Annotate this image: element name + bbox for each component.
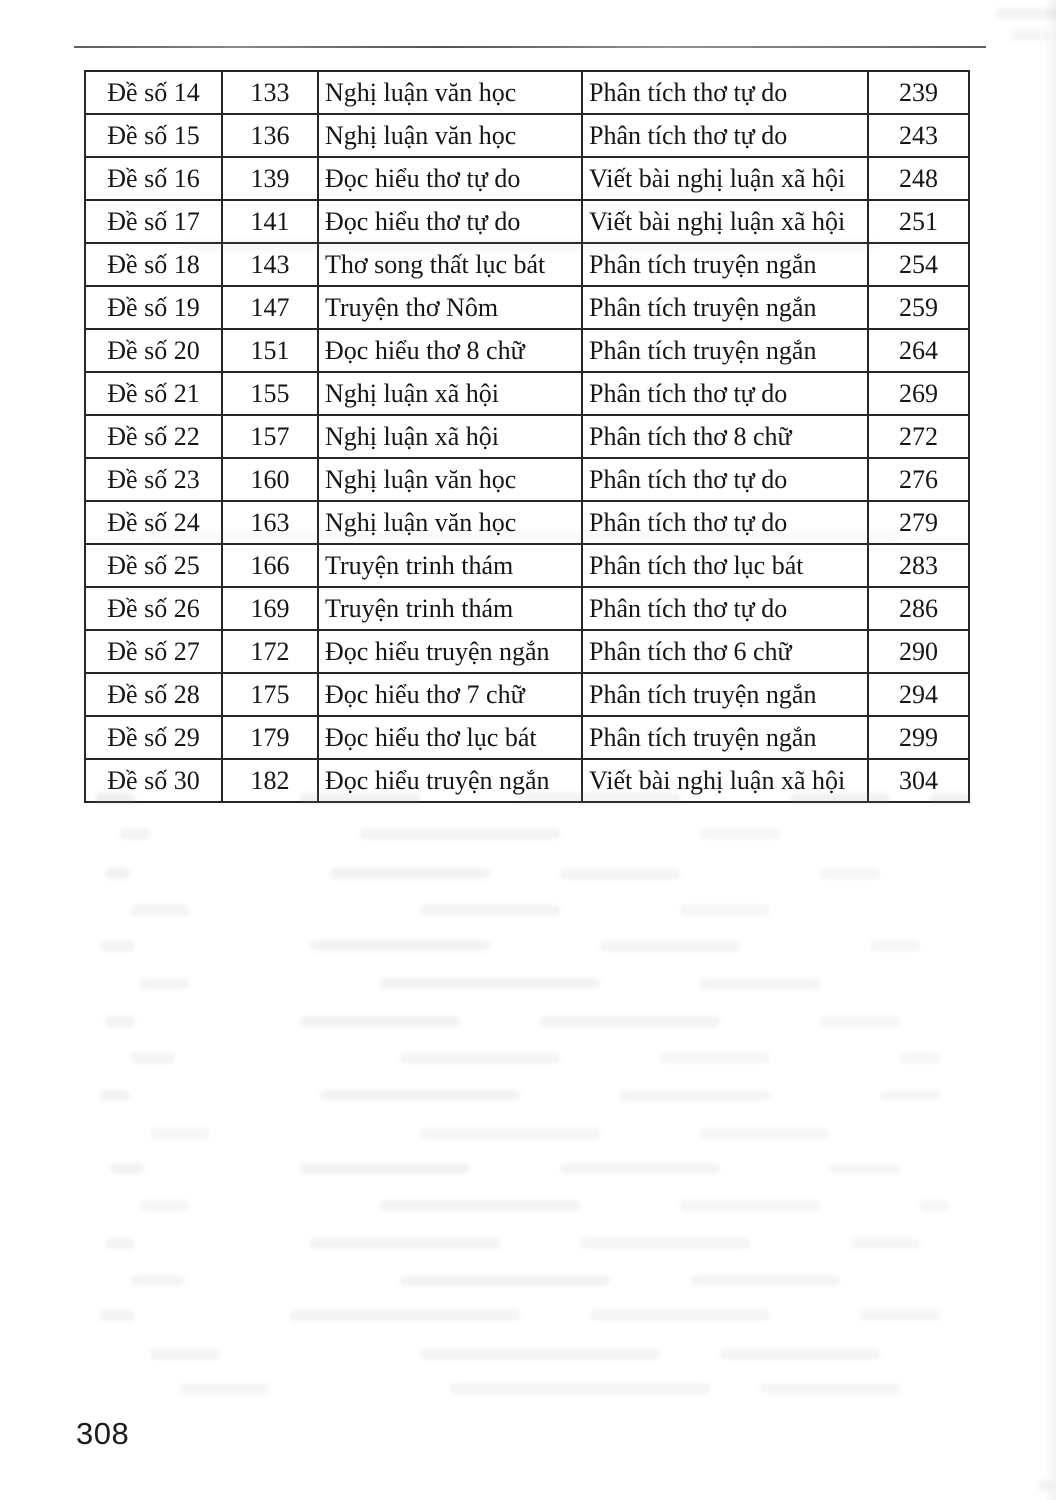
bleed-through-artifact bbox=[560, 1163, 720, 1174]
cell-exam-label: Đề số 23 bbox=[85, 458, 222, 501]
page-number: 308 bbox=[76, 1416, 130, 1451]
bleed-through-artifact bbox=[880, 1090, 940, 1101]
bleed-through-artifact bbox=[400, 1052, 560, 1063]
cell-exam-label: Đề số 17 bbox=[85, 200, 222, 243]
bleed-through-artifact bbox=[320, 1090, 520, 1101]
table-row bbox=[85, 114, 969, 157]
bleed-through-artifact bbox=[820, 1016, 900, 1027]
cell-exam-label: Đề số 27 bbox=[85, 630, 222, 673]
cell-exam-page: 155 bbox=[222, 372, 318, 415]
bleed-through-artifact bbox=[450, 1383, 710, 1394]
bleed-through-artifact bbox=[180, 1383, 270, 1394]
bleed-through-artifact bbox=[700, 978, 820, 989]
bleed-through-artifact bbox=[360, 828, 560, 839]
bleed-through-artifact bbox=[380, 1200, 580, 1211]
cell-exam-page: 157 bbox=[222, 415, 318, 458]
cell-writing-topic: Phân tích truyện ngắn bbox=[582, 329, 868, 372]
cell-writing-topic: Phân tích truyện ngắn bbox=[582, 243, 868, 286]
bleed-through-artifact bbox=[600, 940, 740, 951]
cell-answer-page: 264 bbox=[868, 329, 969, 372]
cell-exam-label: Đề số 25 bbox=[85, 544, 222, 587]
bleed-through-artifact bbox=[860, 1310, 940, 1321]
cell-exam-page: 182 bbox=[222, 759, 318, 802]
cell-exam-label: Đề số 21 bbox=[85, 372, 222, 415]
cell-answer-page: 259 bbox=[868, 286, 969, 329]
table-row bbox=[85, 458, 969, 501]
cell-exam-label: Đề số 16 bbox=[85, 157, 222, 200]
bleed-through-artifact bbox=[920, 1200, 950, 1211]
table-row bbox=[85, 501, 969, 544]
cell-reading-topic: Đọc hiểu truyện ngắn bbox=[318, 630, 582, 673]
bleed-through-artifact bbox=[130, 1052, 175, 1063]
bleed-through-artifact bbox=[310, 1238, 500, 1249]
bleed-through-artifact bbox=[150, 1128, 210, 1139]
table-row bbox=[85, 587, 969, 630]
cell-reading-topic: Nghị luận văn học bbox=[318, 458, 582, 501]
cell-exam-page: 143 bbox=[222, 243, 318, 286]
cell-answer-page: 283 bbox=[868, 544, 969, 587]
cell-exam-page: 179 bbox=[222, 716, 318, 759]
cell-writing-topic: Phân tích thơ 8 chữ bbox=[582, 415, 868, 458]
bleed-through-artifact bbox=[100, 1310, 135, 1321]
cell-reading-topic: Đọc hiểu thơ 7 chữ bbox=[318, 673, 582, 716]
bleed-through-artifact bbox=[580, 1238, 750, 1249]
bleed-through-artifact bbox=[540, 1016, 720, 1027]
cell-writing-topic: Viết bài nghị luận xã hội bbox=[582, 200, 868, 243]
cell-writing-topic: Phân tích thơ tự do bbox=[582, 458, 868, 501]
bleed-through-artifact bbox=[330, 868, 490, 879]
bleed-through-artifact bbox=[380, 978, 600, 989]
bleed-through-artifact bbox=[105, 1238, 135, 1249]
toc-table-body bbox=[85, 71, 969, 802]
cell-reading-topic: Nghị luận văn học bbox=[318, 71, 582, 114]
cell-answer-page: 248 bbox=[868, 157, 969, 200]
cell-reading-topic: Nghị luận văn học bbox=[318, 114, 582, 157]
table-row bbox=[85, 286, 969, 329]
table-row bbox=[85, 544, 969, 587]
cell-exam-label: Đề số 20 bbox=[85, 329, 222, 372]
bleed-through-artifact bbox=[1038, 1480, 1052, 1491]
bleed-through-artifact bbox=[100, 1090, 130, 1101]
cell-answer-page: 286 bbox=[868, 587, 969, 630]
bleed-through-artifact bbox=[140, 978, 190, 989]
bleed-through-artifact bbox=[150, 1348, 220, 1359]
scan-edge-shadow bbox=[1044, 0, 1056, 1500]
cell-reading-topic: Đọc hiểu thơ tự do bbox=[318, 157, 582, 200]
cell-exam-page: 166 bbox=[222, 544, 318, 587]
table-row bbox=[85, 243, 969, 286]
cell-reading-topic: Đọc hiểu thơ tự do bbox=[318, 200, 582, 243]
cell-exam-label: Đề số 15 bbox=[85, 114, 222, 157]
table-row bbox=[85, 157, 969, 200]
cell-answer-page: 243 bbox=[868, 114, 969, 157]
bleed-through-artifact bbox=[140, 1200, 190, 1211]
cell-answer-page: 269 bbox=[868, 372, 969, 415]
table-row bbox=[85, 415, 969, 458]
cell-reading-topic: Đọc hiểu thơ lục bát bbox=[318, 716, 582, 759]
cell-answer-page: 276 bbox=[868, 458, 969, 501]
bleed-through-artifact bbox=[310, 940, 490, 951]
cell-writing-topic: Phân tích thơ tự do bbox=[582, 114, 868, 157]
cell-writing-topic: Phân tích truyện ngắn bbox=[582, 716, 868, 759]
cell-writing-topic: Phân tích truyện ngắn bbox=[582, 286, 868, 329]
bleed-through-artifact bbox=[680, 905, 770, 916]
table-row bbox=[85, 71, 969, 114]
cell-writing-topic: Phân tích thơ tự do bbox=[582, 587, 868, 630]
cell-exam-label: Đề số 19 bbox=[85, 286, 222, 329]
cell-answer-page: 239 bbox=[868, 71, 969, 114]
table-row bbox=[85, 329, 969, 372]
cell-answer-page: 299 bbox=[868, 716, 969, 759]
table-row bbox=[85, 372, 969, 415]
cell-writing-topic: Phân tích truyện ngắn bbox=[582, 673, 868, 716]
bleed-through-artifact bbox=[870, 940, 920, 951]
cell-reading-topic: Truyện thơ Nôm bbox=[318, 286, 582, 329]
bleed-through-artifact bbox=[590, 1310, 770, 1321]
cell-exam-label: Đề số 24 bbox=[85, 501, 222, 544]
cell-answer-page: 272 bbox=[868, 415, 969, 458]
cell-exam-label: Đề số 30 bbox=[85, 759, 222, 802]
table-row bbox=[85, 759, 969, 802]
bleed-through-artifact bbox=[300, 1163, 470, 1174]
cell-writing-topic: Phân tích thơ tự do bbox=[582, 372, 868, 415]
cell-writing-topic: Phân tích thơ 6 chữ bbox=[582, 630, 868, 673]
bleed-through-artifact bbox=[820, 868, 880, 879]
cell-exam-page: 151 bbox=[222, 329, 318, 372]
cell-exam-page: 141 bbox=[222, 200, 318, 243]
bleed-through-artifact bbox=[420, 1348, 660, 1359]
bleed-through-artifact bbox=[900, 1052, 940, 1063]
cell-writing-topic: Phân tích thơ lục bát bbox=[582, 544, 868, 587]
bleed-through-artifact bbox=[700, 1128, 830, 1139]
cell-answer-page: 279 bbox=[868, 501, 969, 544]
cell-writing-topic: Phân tích thơ tự do bbox=[582, 71, 868, 114]
cell-answer-page: 294 bbox=[868, 673, 969, 716]
bleed-through-artifact bbox=[420, 905, 560, 916]
bleed-through-artifact bbox=[620, 1090, 770, 1101]
cell-answer-page: 304 bbox=[868, 759, 969, 802]
cell-writing-topic: Viết bài nghị luận xã hội bbox=[582, 157, 868, 200]
bleed-through-artifact bbox=[130, 905, 190, 916]
cell-reading-topic: Đọc hiểu thơ 8 chữ bbox=[318, 329, 582, 372]
cell-reading-topic: Nghị luận xã hội bbox=[318, 415, 582, 458]
bleed-through-artifact bbox=[850, 1238, 920, 1249]
bleed-through-artifact bbox=[995, 8, 1056, 19]
cell-exam-page: 169 bbox=[222, 587, 318, 630]
table-row bbox=[85, 716, 969, 759]
cell-exam-page: 147 bbox=[222, 286, 318, 329]
cell-exam-label: Đề số 18 bbox=[85, 243, 222, 286]
bleed-through-artifact bbox=[720, 1348, 880, 1359]
bleed-through-artifact bbox=[120, 828, 150, 839]
cell-exam-page: 136 bbox=[222, 114, 318, 157]
bleed-through-artifact bbox=[105, 1016, 135, 1027]
bleed-through-artifact bbox=[420, 1128, 600, 1139]
bleed-through-artifact bbox=[400, 1275, 610, 1286]
bleed-through-artifact bbox=[690, 1275, 840, 1286]
bleed-through-artifact bbox=[700, 828, 780, 839]
cell-exam-page: 172 bbox=[222, 630, 318, 673]
bleed-through-artifact bbox=[680, 1200, 820, 1211]
cell-reading-topic: Truyện trinh thám bbox=[318, 544, 582, 587]
cell-answer-page: 254 bbox=[868, 243, 969, 286]
table-row bbox=[85, 200, 969, 243]
cell-reading-topic: Thơ song thất lục bát bbox=[318, 243, 582, 286]
bleed-through-artifact bbox=[830, 1163, 900, 1174]
bleed-through-artifact bbox=[760, 1383, 900, 1394]
bleed-through-artifact bbox=[110, 1163, 145, 1174]
bleed-through-artifact bbox=[660, 1052, 770, 1063]
cell-answer-page: 290 bbox=[868, 630, 969, 673]
bleed-through-artifact bbox=[130, 1275, 185, 1286]
cell-exam-label: Đề số 29 bbox=[85, 716, 222, 759]
table-row bbox=[85, 630, 969, 673]
cell-reading-topic: Nghị luận xã hội bbox=[318, 372, 582, 415]
bleed-through-artifact bbox=[105, 868, 130, 879]
cell-reading-topic: Nghị luận văn học bbox=[318, 501, 582, 544]
toc-table bbox=[84, 70, 970, 803]
bleed-through-artifact bbox=[1010, 30, 1050, 41]
cell-exam-label: Đề số 22 bbox=[85, 415, 222, 458]
cell-writing-topic: Viết bài nghị luận xã hội bbox=[582, 759, 868, 802]
cell-reading-topic: Đọc hiểu truyện ngắn bbox=[318, 759, 582, 802]
cell-exam-label: Đề số 26 bbox=[85, 587, 222, 630]
cell-reading-topic: Truyện trinh thám bbox=[318, 587, 582, 630]
bleed-through-artifact bbox=[100, 940, 135, 951]
bleed-through-artifact bbox=[300, 1016, 460, 1027]
cell-exam-page: 163 bbox=[222, 501, 318, 544]
cell-exam-page: 175 bbox=[222, 673, 318, 716]
cell-exam-label: Đề số 28 bbox=[85, 673, 222, 716]
table-row bbox=[85, 673, 969, 716]
bleed-through-artifact bbox=[560, 868, 680, 879]
cell-answer-page: 251 bbox=[868, 200, 969, 243]
cell-exam-page: 133 bbox=[222, 71, 318, 114]
cell-exam-label: Đề số 14 bbox=[85, 71, 222, 114]
cell-exam-page: 160 bbox=[222, 458, 318, 501]
previous-row-cut-line bbox=[74, 46, 986, 48]
bleed-through-artifact bbox=[290, 1310, 520, 1321]
cell-writing-topic: Phân tích thơ tự do bbox=[582, 501, 868, 544]
cell-exam-page: 139 bbox=[222, 157, 318, 200]
